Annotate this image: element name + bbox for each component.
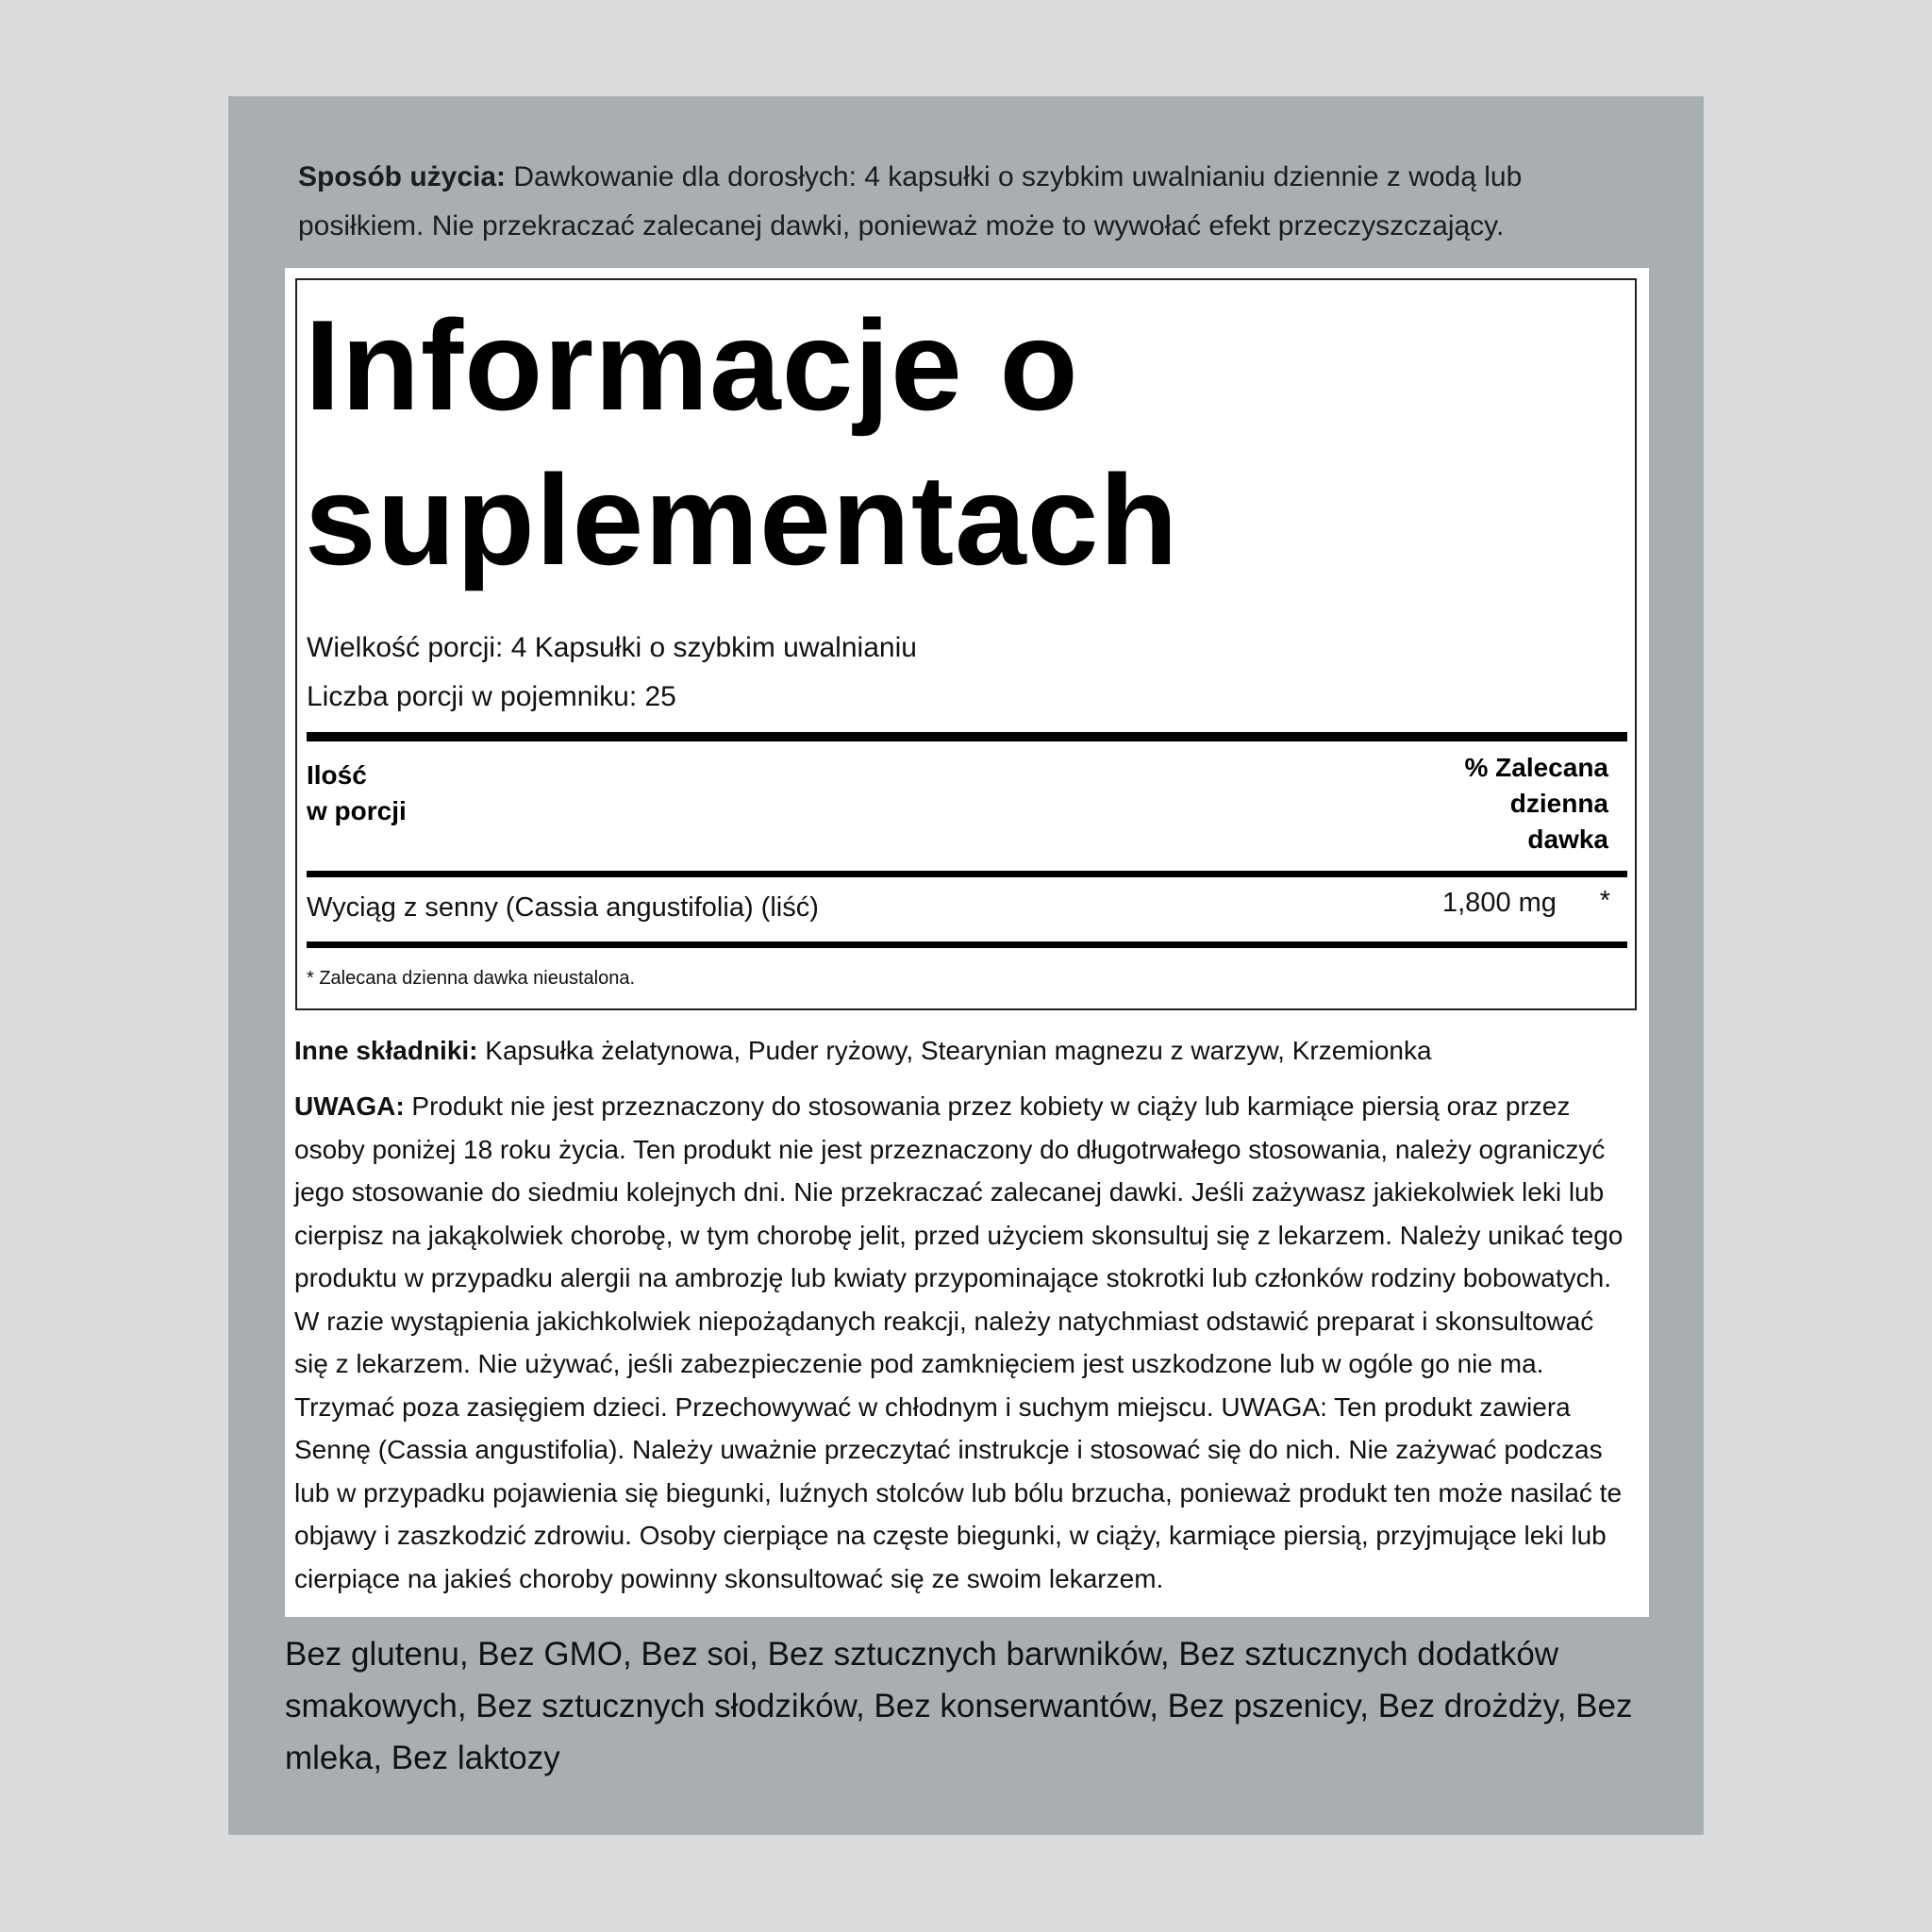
supplement-facts-box (295, 278, 1637, 1010)
info-card (285, 268, 1649, 1617)
ingredient-daily-value: * (1599, 886, 1610, 916)
header-dv-line1: % Zalecana (1464, 753, 1608, 782)
header-dv-line2: dzienna (1509, 789, 1608, 818)
ingredient-amount: 1,800 mg (1442, 888, 1557, 918)
usage-text: Dawkowanie dla dorosłych: 4 kapsułki o szybkim uwalnianiu dziennie z wodą lub posiłkiem. Nie przekraczać zalecanej dawki, ponieważ może to wywołać efekt przeczyszczający. (298, 161, 1523, 242)
servings-per-container: Liczba porcji w pojemniku: 25 (307, 681, 676, 712)
label-panel (228, 96, 1704, 1835)
divider-bottom (307, 941, 1627, 948)
divider-thick (307, 732, 1627, 741)
facts-footnote: * Zalecana dzienna dawka nieustalona. (307, 968, 636, 989)
facts-title-line2: suplementach (305, 448, 1179, 591)
header-amount (307, 758, 407, 829)
header-daily-value (1464, 750, 1608, 858)
ingredient-name: Wyciąg z senny (Cassia angustifolia) (liść) (307, 892, 819, 923)
facts-title (305, 288, 1178, 597)
warning-text-block (294, 1085, 1634, 1600)
serving-info (307, 624, 917, 722)
usage-directions (298, 153, 1553, 251)
divider-header (307, 871, 1627, 877)
header-amount-line1: Ilość (307, 760, 367, 790)
header-amount-line2: w porcji (307, 796, 407, 825)
warning-label: UWAGA: (294, 1091, 405, 1121)
free-from-list: Bez glutenu, Bez GMO, Bez soi, Bez sztucznych barwników, Bez sztucznych dodatków smakowych, Bez sztucznych słodzików, Bez konserwantów, Bez pszenicy, Bez drożdży, Bez mleka, Bez laktozy (285, 1636, 1633, 1776)
serving-size: Wielkość porcji: 4 Kapsułki o szybkim uwalnianiu (307, 632, 917, 663)
warning-text: Produkt nie jest przeznaczony do stosowania przez kobiety w ciąży lub karmiące piersią oraz przez osoby poniżej 18 roku życia. Ten produkt nie jest przeznaczony do długotrwałego stosowania, należy ograniczyć jego stosowanie do siedmiu kolejnych dni. Nie przekraczać zalecanej dawki. Jeśli zażywasz jakiekolwiek leki lub cierpisz na jakąkolwiek chorobę, w tym chorobę jelit, przed użyciem skonsultuj się z lekarzem. Należy unikać tego produktu w przypadku alergii na ambrozję lub kwiaty przypominające stokrotki lub członków rodziny bobowatych. W razie wystąpienia jakichkolwiek niepożądanych reakcji, należy natychmiast odstawić preparat i skonsultować się z lekarzem. Nie używać, jeśli zabezpieczenie pod zamknięciem jest uszkodzone lub w ogóle go nie ma. Trzymać poza zasięgiem dzieci. Przechowywać w chłodnym i suchym miejscu. UWAGA: Ten produkt zawiera Sennę (Cassia angustifolia). Należy uważnie przeczytać instrukcje i stosować się do nich. Nie zażywać podczas lub w przypadku pojawienia się biegunki, luźnych stolców lub bólu brzucha, ponieważ produkt ten może nasilać te objawy i zaszkodzić zdrowiu. Osoby cierpiące na częste biegunki, w ciąży, karmiące piersią, przyjmujące leki lub cierpiące na jakieś choroby powinny skonsultować się ze swoim lekarzem. (294, 1091, 1624, 1593)
facts-title-line1: Informacje o (305, 293, 1079, 437)
other-ingredients-label: Inne składniki: (294, 1036, 478, 1065)
usage-label: Sposób użycia: (298, 161, 507, 192)
other-ingredients (294, 1032, 1634, 1070)
other-ingredients-text: Kapsułka żelatynowa, Puder ryżowy, Stearynian magnezu z warzyw, Krzemionka (477, 1036, 1432, 1065)
header-dv-line3: dawka (1527, 824, 1608, 854)
